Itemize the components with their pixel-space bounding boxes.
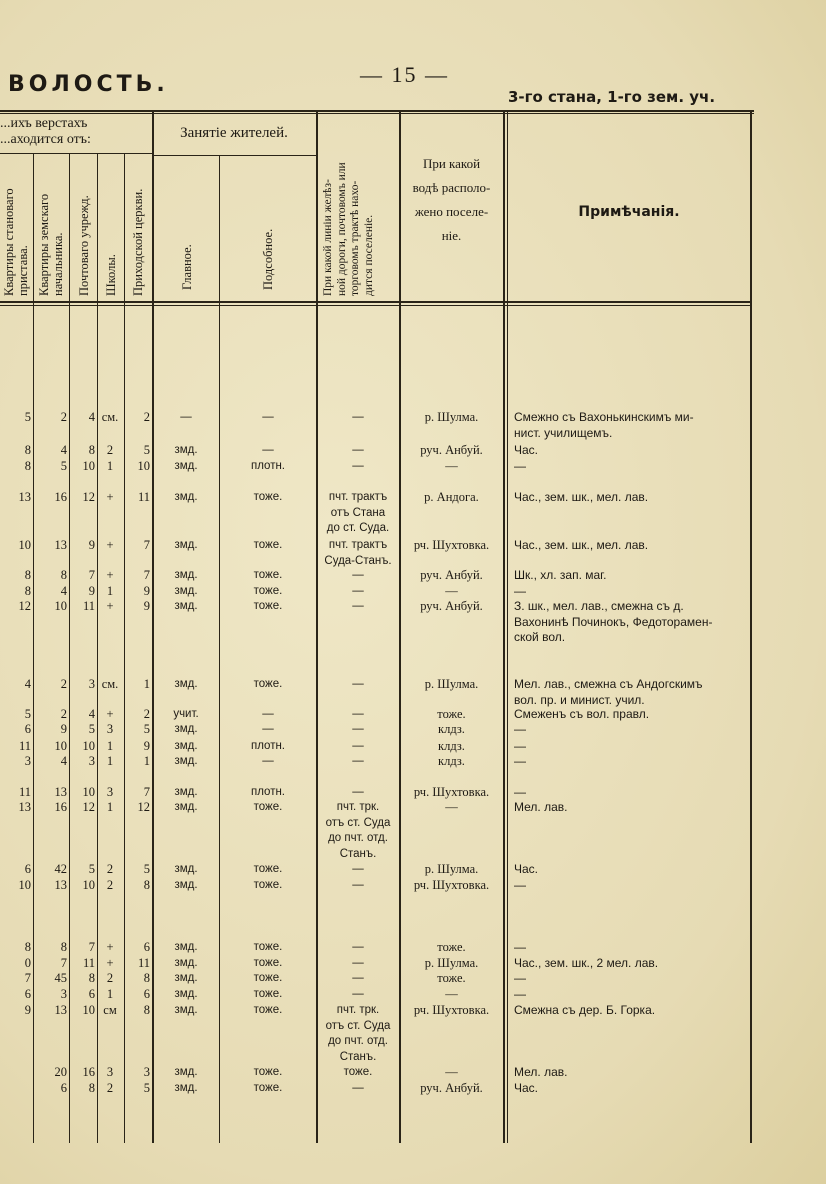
table-cell-c3: 8 — [88, 971, 95, 985]
table-cell-c3: 7 — [88, 568, 95, 582]
table-cell-c10: Час., зем. шк., мел. лав. — [514, 538, 649, 552]
table-cell-c2: 5 — [60, 459, 67, 473]
table-cell-c10: З. шк., мел. лав., смежна съ д. Вахонинѣ Починокъ, Федоторамен- ской вол. — [514, 599, 713, 644]
header-distance-group: ...ихъ верстахъ ...аходится отъ: — [0, 116, 91, 147]
table-cell-c10: — — [514, 739, 526, 753]
table-cell-c9: руч. Анбуй. — [420, 568, 483, 582]
header-church: Приходской церкви. — [131, 188, 145, 296]
table-cell-c7: тоже. — [253, 539, 283, 551]
table-cell-c2: 20 — [54, 1065, 67, 1079]
header-road: При какой линіи желѣз- ной дороги, почтовомъ или торговомъ трактѣ нахо- дится поселеніе. — [322, 162, 375, 296]
table-cell-c3: 10 — [82, 459, 95, 473]
table-cell-c8: — — [352, 678, 364, 690]
table-cell-c3: 3 — [88, 677, 95, 691]
table-cell-c8: пчт. трк. отъ ст. Суда до пчт. отд. Станъ. — [325, 801, 391, 860]
table-cell-c1: 13 — [18, 800, 31, 814]
table-cell-c2: 3 — [60, 987, 67, 1001]
page-heading-volost: ВОЛОСТЬ. — [8, 72, 169, 97]
table-cell-c4: + — [106, 940, 114, 954]
table-cell-c9: — — [445, 987, 458, 1001]
header-main-occupation: Главное. — [180, 244, 194, 290]
table-cell-c5: 6 — [143, 940, 150, 954]
table-cell-c8: — — [352, 941, 364, 953]
table-cell-c10: Шк., хл. зап. маг. — [514, 568, 607, 582]
table-cell-c2: 4 — [60, 754, 67, 768]
table-cell-c1: 8 — [24, 584, 31, 598]
table-cell-c8: — — [352, 585, 364, 597]
table-cell-c10: Час., зем. шк., мел. лав. — [514, 490, 649, 504]
table-cell-c5: 2 — [143, 410, 150, 424]
table-cell-c2: 42 — [54, 862, 67, 876]
table-cell-c2: 4 — [60, 584, 67, 598]
table-cell-c2: 10 — [54, 599, 67, 613]
table-cell-c9: — — [445, 459, 458, 473]
table-cell-c10: — — [514, 878, 526, 892]
table-cell-c1: 10 — [18, 538, 31, 552]
table-cell-c1: 6 — [24, 987, 31, 1001]
table-cell-c6: змд. — [174, 1004, 198, 1016]
table-cell-c3: 9 — [88, 584, 95, 598]
table-right-rule — [750, 110, 752, 1143]
table-cell-c9: р. Шулма. — [424, 862, 479, 876]
table-cell-c5: 11 — [137, 956, 150, 970]
occupation-subheader-rule — [152, 155, 316, 156]
table-cell-c1: 8 — [24, 940, 31, 954]
table-cell-c1: 8 — [24, 568, 31, 582]
table-cell-c2: 2 — [60, 707, 67, 721]
table-cell-c4: см. — [101, 410, 119, 424]
table-cell-c5: 12 — [137, 800, 150, 814]
table-cell-c8: пчт. трактъ Суда-Станъ. — [324, 539, 392, 567]
table-cell-c1: 8 — [24, 459, 31, 473]
table-cell-c4: + — [106, 956, 114, 970]
table-cell-c3: 5 — [88, 722, 95, 736]
table-cell-c7: — — [262, 755, 274, 767]
table-cell-c8: — — [352, 988, 364, 1000]
table-cell-c10: Час. — [514, 443, 539, 457]
table-cell-c5: 9 — [143, 599, 150, 613]
table-cell-c2: 9 — [60, 722, 67, 736]
table-cell-c10: Час. — [514, 1081, 539, 1095]
table-cell-c4: 2 — [106, 878, 114, 892]
table-cell-c3: 5 — [88, 862, 95, 876]
table-cell-c10: Час. — [514, 862, 539, 876]
table-cell-c7: тоже. — [253, 972, 283, 984]
table-cell-c3: 16 — [82, 1065, 95, 1079]
table-cell-c8: — — [352, 755, 364, 767]
table-cell-c10: — — [514, 754, 526, 768]
table-cell-c6: змд. — [174, 801, 198, 813]
table-cell-c6: змд. — [174, 491, 198, 503]
table-cell-c8: — — [352, 1082, 364, 1094]
table-cell-c6: змд. — [174, 740, 198, 752]
header-notes: Примѣчанія. — [578, 204, 680, 220]
header-bottom-rule-2 — [0, 305, 752, 306]
table-cell-c1: 12 — [18, 599, 31, 613]
distance-subheader-rule — [0, 153, 152, 154]
table-cell-c6: змд. — [174, 460, 198, 472]
table-cell-c9: р. Шулма. — [424, 410, 479, 424]
table-cell-c2: 2 — [60, 410, 67, 424]
table-cell-c10: — — [514, 971, 526, 985]
table-cell-c1: 3 — [24, 754, 31, 768]
table-cell-c2: 8 — [60, 940, 67, 954]
col-rule — [503, 110, 505, 1143]
table-cell-c5: 5 — [143, 862, 150, 876]
table-cell-c10: Смеженъ съ вол. правл. — [514, 707, 650, 721]
table-cell-c2: 13 — [54, 538, 67, 552]
table-cell-c6: змд. — [174, 600, 198, 612]
table-cell-c8: тоже. — [343, 1066, 373, 1078]
table-cell-c1: 8 — [24, 443, 31, 457]
table-cell-c6: змд. — [174, 723, 198, 735]
table-cell-c3: 7 — [88, 940, 95, 954]
table-cell-c7: тоже. — [253, 988, 283, 1000]
table-cell-c5: 7 — [143, 785, 150, 799]
table-cell-c5: 9 — [143, 584, 150, 598]
table-cell-c9: руч. Анбуй. — [420, 599, 483, 613]
table-cell-c8: — — [352, 879, 364, 891]
table-cell-c6: змд. — [174, 1082, 198, 1094]
table-cell-c7: — — [262, 444, 274, 456]
table-cell-c3: 10 — [82, 785, 95, 799]
header-bottom-rule — [0, 301, 752, 303]
table-cell-c3: 10 — [82, 1003, 95, 1017]
table-cell-c4: 1 — [106, 584, 114, 598]
table-cell-c4: 2 — [106, 971, 114, 985]
table-cell-c3: 9 — [88, 538, 95, 552]
header-occupation-group: Занятіе жителей. — [180, 125, 288, 141]
table-cell-c10: Мел. лав. — [514, 1065, 568, 1079]
table-cell-c7: — — [262, 708, 274, 720]
table-cell-c5: 6 — [143, 987, 150, 1001]
header-zemsky: Квартиры земскаго начальника. — [37, 193, 65, 296]
table-cell-c9: р. Шулма. — [424, 677, 479, 691]
table-cell-c8: — — [352, 740, 364, 752]
table-cell-c7: тоже. — [253, 957, 283, 969]
table-cell-c9: — — [445, 1065, 458, 1079]
table-cell-c3: 12 — [82, 800, 95, 814]
table-cell-c9: рч. Шухтовка. — [413, 878, 490, 892]
table-cell-c10: — — [514, 459, 526, 473]
table-cell-c3: 8 — [88, 443, 95, 457]
table-cell-c5: 5 — [143, 443, 150, 457]
table-cell-c8: — — [352, 957, 364, 969]
table-cell-c5: 1 — [143, 677, 150, 691]
table-cell-c9: рч. Шухтовка. — [413, 785, 490, 799]
table-cell-c7: тоже. — [253, 585, 283, 597]
table-cell-c4: 1 — [106, 800, 114, 814]
table-cell-c1: 5 — [24, 707, 31, 721]
table-cell-c5: 5 — [143, 1081, 150, 1095]
table-cell-c6: змд. — [174, 972, 198, 984]
table-cell-c10: — — [514, 940, 526, 954]
table-cell-c4: 1 — [106, 754, 114, 768]
table-cell-c10: Смежна съ дер. Б. Горка. — [514, 1003, 656, 1017]
table-cell-c5: 8 — [143, 971, 150, 985]
table-cell-c2: 7 — [60, 956, 67, 970]
table-cell-c6: змд. — [174, 585, 198, 597]
table-cell-c5: 1 — [143, 754, 150, 768]
table-cell-c1: 0 — [24, 956, 31, 970]
header-school: Школы. — [104, 254, 118, 296]
table-cell-c7: тоже. — [253, 600, 283, 612]
table-cell-c9: — — [445, 584, 458, 598]
table-cell-c4: 3 — [106, 785, 114, 799]
table-cell-c10: — — [514, 722, 526, 736]
table-cell-c8: — — [352, 444, 364, 456]
table-cell-c5: 5 — [143, 722, 150, 736]
header-water: При какой водѣ располо- жено поселе- ніе. — [412, 156, 491, 243]
table-cell-c9: рч. Шухтовка. — [413, 538, 490, 552]
table-cell-c6: учит. — [173, 708, 199, 720]
table-cell-c10: Мел. лав., смежна съ Андогскимъ вол. пр. и минист. учил. — [514, 677, 703, 707]
table-cell-c6: змд. — [174, 539, 198, 551]
table-cell-c4: 1 — [106, 739, 114, 753]
table-cell-c9: рч. Шухтовка. — [413, 1003, 490, 1017]
table-cell-c7: — — [262, 723, 274, 735]
table-cell-c2: 13 — [54, 1003, 67, 1017]
table-cell-c10: Час., зем. шк., 2 мел. лав. — [514, 956, 659, 970]
table-cell-c9: клдз. — [438, 754, 465, 768]
table-cell-c6: змд. — [174, 755, 198, 767]
table-cell-c7: тоже. — [253, 863, 283, 875]
table-cell-c3: 6 — [88, 987, 95, 1001]
table-cell-c9: тоже. — [437, 940, 466, 954]
table-cell-c4: + — [106, 707, 114, 721]
table-cell-c9: р. Шулма. — [424, 956, 479, 970]
table-cell-c2: 16 — [54, 490, 67, 504]
table-cell-c2: 16 — [54, 800, 67, 814]
table-cell-c5: 9 — [143, 739, 150, 753]
table-cell-c6: змд. — [174, 444, 198, 456]
table-cell-c7: тоже. — [253, 879, 283, 891]
table-cell-c3: 8 — [88, 1081, 95, 1095]
table-cell-c7: — — [262, 411, 274, 423]
table-cell-c5: 8 — [143, 878, 150, 892]
table-cell-c3: 11 — [82, 599, 95, 613]
table-cell-c10: — — [514, 987, 526, 1001]
table-cell-c8: — — [352, 460, 364, 472]
table-cell-c3: 4 — [88, 707, 95, 721]
table-cell-c6: змд. — [174, 569, 198, 581]
table-cell-c8: — — [352, 972, 364, 984]
table-cell-c1: 4 — [24, 677, 31, 691]
table-cell-c4: 3 — [106, 1065, 114, 1079]
table-cell-c9: руч. Анбуй. — [420, 443, 483, 457]
table-cell-c6: змд. — [174, 879, 198, 891]
table-cell-c1: 10 — [18, 878, 31, 892]
table-cell-c6: змд. — [174, 941, 198, 953]
table-cell-c8: — — [352, 569, 364, 581]
header-auxiliary-occupation: Подсобное. — [261, 228, 275, 290]
page-heading-district: 3-го стана, 1-го зем. уч. — [508, 88, 716, 106]
table-cell-c7: тоже. — [253, 801, 283, 813]
table-cell-c5: 2 — [143, 707, 150, 721]
table-cell-c3: 12 — [82, 490, 95, 504]
table-cell-c6: змд. — [174, 1066, 198, 1078]
table-cell-c3: 10 — [82, 739, 95, 753]
table-cell-c4: см. — [101, 677, 119, 691]
table-cell-c8: — — [352, 600, 364, 612]
table-cell-c3: 11 — [82, 956, 95, 970]
table-cell-c5: 7 — [143, 538, 150, 552]
table-cell-c6: — — [180, 411, 192, 423]
table-cell-c4: см — [103, 1003, 117, 1017]
table-cell-c4: + — [106, 538, 114, 552]
table-cell-c4: 2 — [106, 1081, 114, 1095]
table-cell-c5: 11 — [137, 490, 150, 504]
header-stanovoy: Квартиры становаго пристава. — [2, 188, 30, 296]
table-cell-c2: 13 — [54, 878, 67, 892]
table-cell-c7: тоже. — [253, 678, 283, 690]
table-cell-c1: 6 — [24, 722, 31, 736]
table-cell-c4: 2 — [106, 443, 114, 457]
table-cell-c1: 11 — [18, 785, 31, 799]
table-cell-c9: тоже. — [437, 971, 466, 985]
table-cell-c2: 13 — [54, 785, 67, 799]
table-cell-c8: — — [352, 708, 364, 720]
table-cell-c2: 4 — [60, 443, 67, 457]
page-number: — 15 — — [360, 62, 449, 87]
table-cell-c4: + — [106, 490, 114, 504]
table-cell-c8: пчт. трк. отъ ст. Суда до пчт. отд. Станъ. — [325, 1004, 391, 1063]
table-cell-c1: 7 — [24, 971, 31, 985]
table-cell-c9: р. Андога. — [424, 490, 479, 504]
table-cell-c7: тоже. — [253, 1082, 283, 1094]
table-cell-c6: змд. — [174, 863, 198, 875]
table-cell-c6: змд. — [174, 678, 198, 690]
table-cell-c3: 3 — [88, 754, 95, 768]
table-cell-c7: тоже. — [253, 1066, 283, 1078]
table-cell-c9: тоже. — [437, 707, 466, 721]
table-cell-c8: — — [352, 786, 364, 798]
table-cell-c5: 7 — [143, 568, 150, 582]
table-cell-c9: клдз. — [438, 739, 465, 753]
table-cell-c7: тоже. — [253, 491, 283, 503]
table-cell-c8: — — [352, 411, 364, 423]
table-cell-c4: 1 — [106, 987, 114, 1001]
table-cell-c7: тоже. — [253, 569, 283, 581]
table-cell-c4: 2 — [106, 862, 114, 876]
table-cell-c1: 13 — [18, 490, 31, 504]
table-cell-c9: клдз. — [438, 722, 465, 736]
col-rule — [507, 110, 508, 1143]
table-cell-c6: змд. — [174, 786, 198, 798]
table-cell-c7: плотн. — [250, 786, 286, 798]
header-post: Почтоваго учрежд. — [77, 195, 91, 296]
table-top-rule-2 — [0, 113, 754, 114]
table-cell-c1: 5 — [24, 410, 31, 424]
table-cell-c4: + — [106, 599, 114, 613]
table-top-rule — [0, 110, 754, 112]
table-cell-c8: пчт. трактъ отъ Стана до ст. Суда. — [326, 491, 390, 534]
table-cell-c5: 8 — [143, 1003, 150, 1017]
table-cell-c10: Мел. лав. — [514, 800, 568, 814]
table-cell-c1: 9 — [24, 1003, 31, 1017]
table-cell-c9: — — [445, 800, 458, 814]
table-cell-c9: руч. Анбуй. — [420, 1081, 483, 1095]
table-cell-c1: 6 — [24, 862, 31, 876]
table-cell-c3: 10 — [82, 878, 95, 892]
table-cell-c4: 3 — [106, 722, 114, 736]
table-cell-c7: плотн. — [250, 460, 286, 472]
table-cell-c6: змд. — [174, 957, 198, 969]
table-cell-c10: Смежно съ Вахонькинскимъ ми- нист. училищемъ. — [514, 410, 694, 440]
table-cell-c6: змд. — [174, 988, 198, 1000]
table-cell-c5: 10 — [137, 459, 150, 473]
table-cell-c10: — — [514, 785, 526, 799]
table-cell-c2: 2 — [60, 677, 67, 691]
table-cell-c4: 1 — [106, 459, 114, 473]
table-cell-c1: 11 — [18, 739, 31, 753]
table-cell-c5: 3 — [143, 1065, 150, 1079]
table-cell-c2: 6 — [60, 1081, 67, 1095]
table-cell-c7: тоже. — [253, 1004, 283, 1016]
table-cell-c7: плотн. — [250, 740, 286, 752]
table-cell-c10: — — [514, 584, 526, 598]
table-cell-c2: 8 — [60, 568, 67, 582]
table-cell-c8: — — [352, 863, 364, 875]
table-cell-c4: + — [106, 568, 114, 582]
table-cell-c8: — — [352, 723, 364, 735]
table-cell-c7: тоже. — [253, 941, 283, 953]
table-cell-c2: 10 — [54, 739, 67, 753]
table-cell-c3: 4 — [88, 410, 95, 424]
table-cell-c2: 45 — [54, 971, 67, 985]
